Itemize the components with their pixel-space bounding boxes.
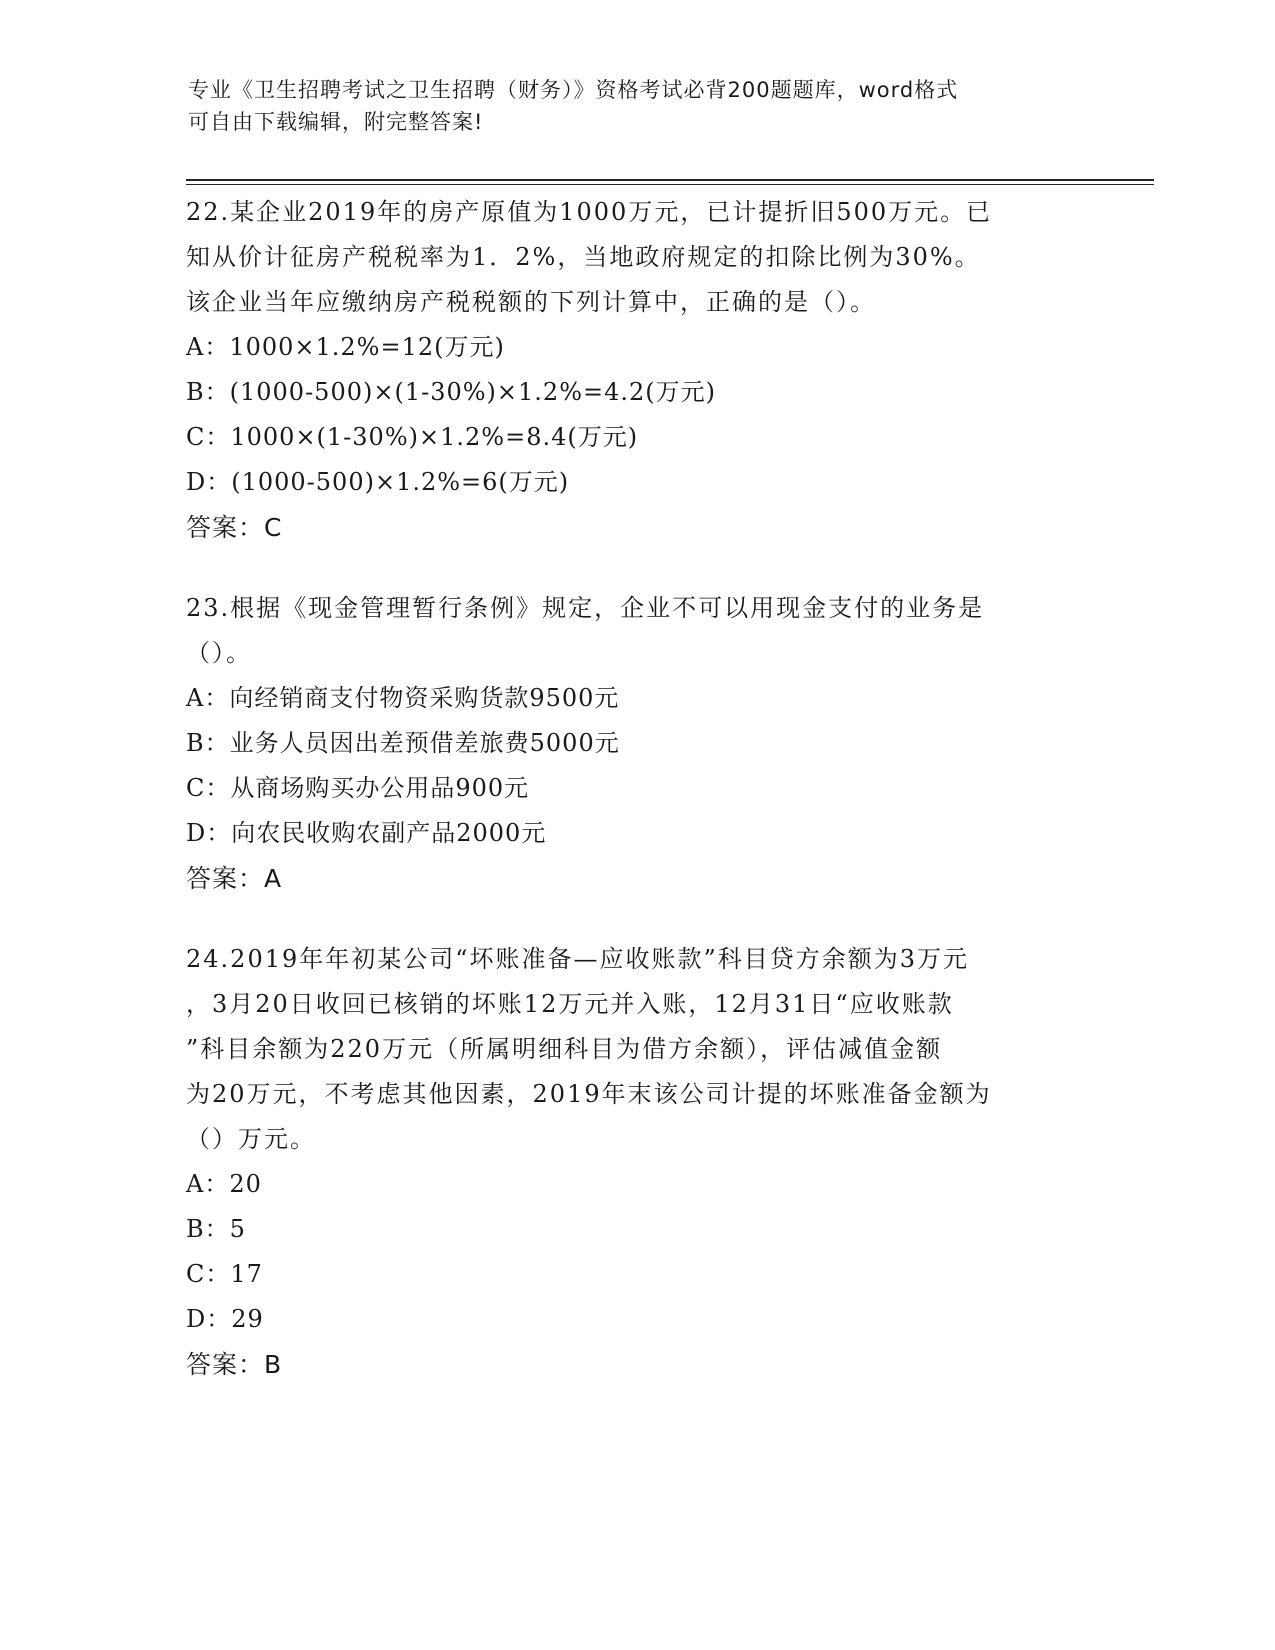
- option-d: D：29: [186, 1305, 264, 1333]
- question-24: [186, 937, 1086, 1387]
- header-line-1: 专业《卫生招聘考试之卫生招聘（财务）》资格考试必背200题题库，word格式: [188, 78, 959, 102]
- question-stem-line: ，3月20日收回已核销的坏账12万元并入账，12月31日“应收账款: [186, 990, 954, 1018]
- question-22: [186, 190, 1086, 550]
- question-stem-line: 24.2019年年初某公司“坏账准备—应收账款”科目贷方余额为3万元: [186, 945, 970, 973]
- question-stem-line: 22.某企业2019年的房产原值为1000万元，已计提折旧500万元。已: [186, 198, 993, 226]
- header-divider-thin: [186, 184, 1154, 185]
- question-stem-line: 23.根据《现金管理暂行条例》规定，企业不可以用现金支付的业务是: [186, 594, 985, 622]
- option-b: B：(1000-500)×(1-30%)×1.2%=4.2(万元): [186, 378, 717, 406]
- question-list: [186, 190, 1086, 1423]
- option-a: A：1000×1.2%=12(万元): [186, 333, 505, 361]
- question-stem-line: 为20万元，不考虑其他因素，2019年末该公司计提的坏账准备金额为: [186, 1080, 992, 1108]
- option-c: C：从商场购买办公用品900元: [186, 774, 530, 802]
- option-b: B：5: [186, 1215, 246, 1243]
- option-c: C：17: [186, 1260, 263, 1288]
- question-stem-line: （）。: [186, 639, 252, 667]
- answer-label: 答案：C: [186, 513, 283, 542]
- option-b: B：业务人员因出差预借差旅费5000元: [186, 729, 620, 757]
- header-divider-thick: [186, 179, 1154, 181]
- answer-label: 答案：B: [186, 1350, 283, 1379]
- header-line-2: 可自由下载编辑，附完整答案!: [188, 110, 484, 134]
- option-a: A：向经销商支付物资采购货款9500元: [186, 684, 620, 712]
- question-stem-line: 知从价计征房产税税率为1．2%，当地政府规定的扣除比例为30%。: [186, 243, 981, 271]
- option-a: A：20: [186, 1170, 262, 1198]
- option-c: C：1000×(1-30%)×1.2%=8.4(万元): [186, 423, 639, 451]
- question-23: [186, 586, 1086, 901]
- question-stem-line: （）万元。: [186, 1125, 316, 1153]
- option-d: D：向农民收购农副产品2000元: [186, 819, 547, 847]
- question-stem-line: ”科目余额为220万元（所属明细科目为借方余额），评估减值金额: [186, 1035, 943, 1063]
- option-d: D：(1000-500)×1.2%=6(万元): [186, 468, 570, 496]
- document-header: [188, 74, 1088, 138]
- question-stem-line: 该企业当年应缴纳房产税税额的下列计算中，正确的是（）。: [186, 288, 876, 316]
- answer-label: 答案：A: [186, 864, 283, 893]
